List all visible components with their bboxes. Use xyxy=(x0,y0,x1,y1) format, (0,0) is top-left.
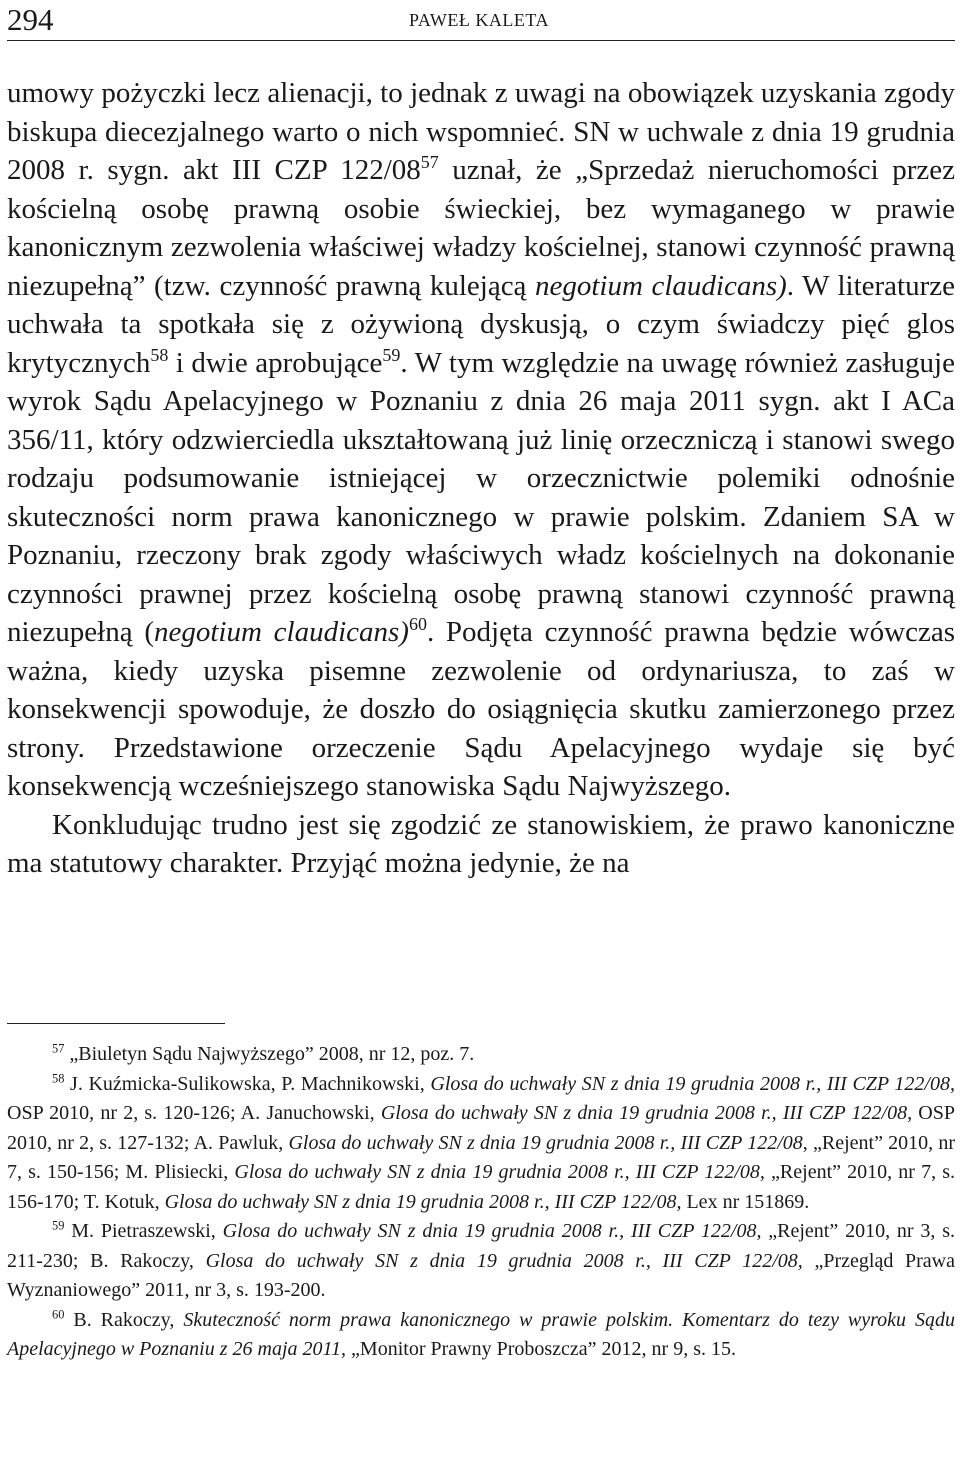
footnote-text: Lex nr 151869. xyxy=(681,1190,810,1213)
text-run: uznał, że „Sprzedaż nieruchomości przez kościelną osobę prawną osobie świeckiej, bez wymaganego w prawie kanonicznym zezwolenia właściwej władzy kościelnej, stanowi czynność prawną niezupełną” (tzw. czynność prawną kulejącą xyxy=(7,154,955,302)
citation-title: Glosa do uchwały SN z dnia 19 grudnia 2008 r., III CZP 122/08 xyxy=(288,1131,803,1154)
text-run: umowy pożyczki lecz alienacji, to jednak z uwagi na obowiązek uzyskania zgody biskupa diecezjalnego warto o nich wspomnieć. SN w uchwale z dnia 19 grudnia 2008 r. sygn. akt III CZP 122/08 xyxy=(7,77,955,186)
text-run: . Podjęta czynność prawna będzie wówczas ważna, kiedy uzyska pisemne zezwolenie od ordynariusza, to zaś w konsekwencji spowoduje, że doszło do osiągnięcia skutku zamierzonego przez strony. Przedstawione orzeczenie Sądu Apelacyjnego wydaje się być konsekwencją wcześniejszego stanowiska Sądu Najwyższego. xyxy=(7,616,956,802)
citation-title: Glosa do uchwały SN z dnia 19 grudnia 2008 r., III CZP 122/08, xyxy=(205,1249,803,1272)
latin-term: negotium claudicans) xyxy=(154,616,409,648)
footnote-text: OSP 2010, nr 2, s. 127-132; A. Pawluk, xyxy=(7,1102,955,1154)
footnote-number: 58 xyxy=(52,1071,65,1086)
footnote-text: „Rejent” 2010, nr 3, s. 211-230; B. Rakoczy, xyxy=(7,1220,955,1272)
footnotes xyxy=(7,1040,955,1365)
footnote-text: „Monitor Prawny Proboszcza” 2012, nr 9, s. 15. xyxy=(346,1338,736,1360)
footnote-text: M. Pietraszewski, xyxy=(64,1220,223,1242)
footnote-text: „Przegląd Prawa Wyznaniowego” 2011, nr 3, s. 193-200. xyxy=(7,1249,955,1301)
latin-term: negotium claudicans) xyxy=(535,269,787,302)
footnote-ref-60: 60 xyxy=(408,614,427,635)
page-header xyxy=(7,0,955,41)
footnote-ref-58: 58 xyxy=(150,344,169,365)
footnote-57 xyxy=(7,1040,955,1070)
footnote-58 xyxy=(7,1070,955,1218)
footnote-ref-57: 57 xyxy=(420,152,439,173)
citation-title: Glosa do uchwały SN z dnia 19 grudnia 2008 r., III CZP 122/08, xyxy=(380,1102,913,1124)
footnote-text: , „Rejent” 2010, nr 7, s. 150-156; M. Plisiecki, xyxy=(7,1131,956,1183)
paragraph: Konkludując trudno jest się zgodzić ze stanowiskiem, że prawo kanoniczne ma statutowy charakter. Przyjąć można jedynie, że na xyxy=(7,808,955,879)
paragraph xyxy=(7,74,955,806)
footnote-number: 57 xyxy=(52,1041,65,1056)
footnote-text: „Rejent” 2010, nr 7, s. 156-170; T. Kotuk, xyxy=(7,1161,956,1213)
citation-title: Glosa do uchwały SN z dnia 19 grudnia 2008 r., III CZP 122/08, xyxy=(222,1220,762,1242)
citation-title: Glosa do uchwały SN z dnia 19 grudnia 2008 r., III CZP 122/08, xyxy=(430,1072,955,1095)
footnote-number: 59 xyxy=(52,1218,65,1233)
footnote-separator xyxy=(7,1023,225,1024)
citation-title: Glosa do uchwały SN z dnia 19 grudnia 2008 r., III CZP 122/08, xyxy=(164,1190,682,1213)
citation-title: Skuteczność norm prawa kanonicznego w prawie polskim. Komentarz do tezy wyroku Sądu Apelacyjnego w Poznaniu z 26 maja 2011, xyxy=(7,1308,956,1360)
footnote-59 xyxy=(7,1217,955,1306)
footnote-text: OSP 2010, nr 2, s. 120-126; A. Januchowski, xyxy=(7,1102,381,1124)
page-number: 294 xyxy=(7,2,54,37)
footnote-number: 60 xyxy=(52,1307,65,1322)
main-text xyxy=(7,74,955,883)
footnote-text: J. Kuźmicka-Sulikowska, P. Machnikowski, xyxy=(64,1072,431,1095)
footnote-text: B. Rakoczy, xyxy=(64,1308,184,1331)
text-run: . W literaturze uchwała ta spotkała się z ożywioną dyskusją, o czym świadczy pięć glos krytycznych xyxy=(7,269,956,379)
footnote-ref-59: 59 xyxy=(382,344,401,365)
citation-title: Glosa do uchwały SN z dnia 19 grudnia 2008 r., III CZP 122/08, xyxy=(234,1161,765,1183)
text-run: i dwie aprobujące xyxy=(168,346,383,379)
footnote-text: „Biuletyn Sądu Najwyższego” 2008, nr 12, poz. 7. xyxy=(64,1043,475,1065)
footnote-60 xyxy=(7,1306,955,1365)
text-run: . W tym względzie na uwagę również zasługuje wyrok Sądu Apelacyjnego w Poznaniu z dnia 26 maja 2011 sygn. akt I ACa 356/11, który odzwierciedla ukształtowaną już linię orzeczniczą i stanowi swego rodzaju podsumowanie istniejącej w orzecznictwie polemiki odnośnie skuteczności norm prawa kanonicznego w prawie polskim. Zdaniem SA w Poznaniu, rzeczony brak zgody właściwych władz kościelnych na dokonanie czynności prawnej przez kościelną osobę prawną stanowi czynność prawną niezupełną ( xyxy=(7,346,955,648)
running-head: PAWEŁ KALETA xyxy=(409,10,549,30)
